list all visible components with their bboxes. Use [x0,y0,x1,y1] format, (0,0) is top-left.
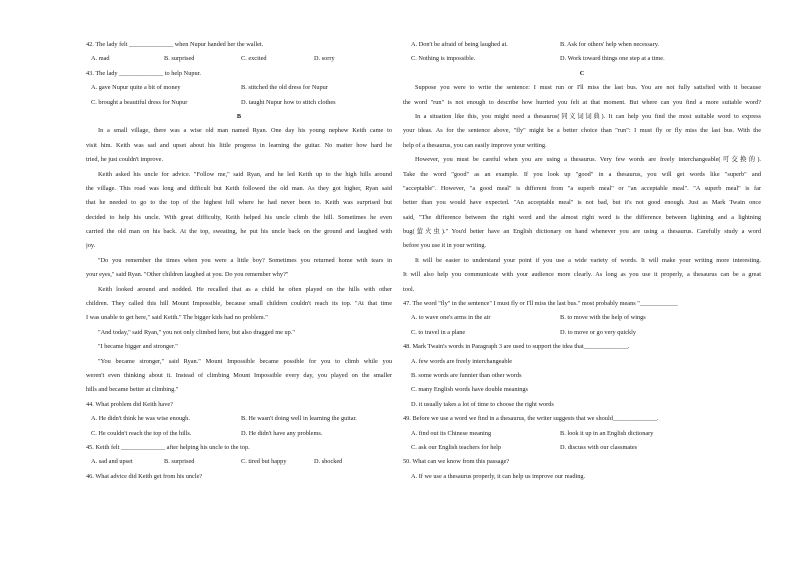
passage-line: that he needed to go to the top of the highest hill where he had never been to. Keith was surprised but [86,199,392,207]
option-b: B. look it up in an English dictionary [560,429,654,437]
question-42-options [86,52,392,66]
option-b: B. stitched the old dress for Nupur [241,84,328,92]
question-47-options-ab [403,311,761,325]
passage-line: weren't even thinking about it. Instead of climbing Mount Impossible every day, you played on the smaller [86,371,392,379]
option-a: A. gave Nupur quite a bit of money [91,84,181,92]
option-b: B. to move with the help of wings [560,314,646,322]
question-48: 48. Mark Twain's words in Paragraph 3 are used to support the idea that______________. [403,343,630,351]
question-42: 42. The lady felt ______________ when Nupur handed her the wallet. [86,41,264,48]
option-d: D. sorry [314,55,335,63]
passage-c [403,81,761,297]
passage-line: In a situation like this, you might need a thesaurus(同义词词典). It can help you find the most suitable word to express [415,112,761,120]
question-46: 46. What advice did Keith get from his uncle? [86,472,203,480]
passage-line: your eyes," said Ryan. "Other children laughed at you. Do you remember why?" [86,271,289,279]
option-b: B. surprised [164,55,195,63]
passage-line: visit him. Keith was sad and upset about his little progress in learning the guitar. No matter how hard he [86,141,392,149]
passage-line: the village. This road was long and difficult but Keith followed the old man. As they got higher, Ryan said [86,184,392,192]
option-c: C. tired but happy [241,458,287,466]
question-49: 49. Before we use a word we find in a thesaurus, the writer suggests that we should______________. [403,415,659,423]
question-43: 43. The lady ______________ to help Nupur. [86,69,201,77]
option-b: B. He wasn't doing well in learning the guitar. [241,415,357,423]
question-46-options-cd [403,52,761,66]
passage-b [86,124,392,397]
passage-line: In a small village, there was a wise old man named Ryan. One day his young nephew Keith came to [98,127,392,135]
option-c: C. He couldn't reach the top of the hills. [91,429,192,437]
right-column [403,38,761,484]
question-47-options-cd [403,326,761,340]
option-a: A. to wave one's arms in the air [411,314,491,322]
passage-line: said, "The difference between the right word and the almost right word is the difference between lightning and a lightning [403,213,761,221]
option-b: B. Ask for others' help when necessary. [560,41,660,48]
passage-line: hills and became better at climbing." [86,386,179,394]
passage-line: "You became stronger," said Ryan." Mount Impossible became possible for you to climb while you [98,357,392,365]
passage-line: Keith looked around and nodded. He recalled that as a child he often played on the hills with other [98,285,392,293]
passage-line: better than you would have expected. "An acceptable meal" is not bad, but it's not good enough. Just as Mark Twain once [403,199,761,207]
option-d: D. it usually takes a lot of time to choose the right words [411,400,554,408]
question-44: 44. What problem did Keith have? [86,400,173,408]
passage-line: However, you must be careful when you are using a thesaurus. Very few words are freely interchangeable(可交换的). [415,156,761,164]
passage-line: the word "run" is not enough to describe how hurried you felt at that moment. But where can you find a more suitable word? [403,98,761,106]
passage-line: tool. [403,285,415,293]
question-43-options-cd [86,96,392,110]
passage-line: help of a thesaurus, you can easily improve your writing. [403,141,547,149]
option-d: D. shocked [314,458,343,466]
option-d: D. He didn't have any problems. [241,429,323,437]
passage-line: It will be easier to understand your point if you use a wide variety of words. It will make your writing more interesting. [415,256,761,264]
passage-line: Take the word "good" as an example. If you look up "good" in a thesaurus, you will get words like "superb" and [403,170,761,178]
passage-line: carried the old man on his back. At the top, sweating, he put his uncle back on the ground and laughed with [86,228,392,236]
option-c: C. ask our English teachers for help [411,443,502,451]
section-heading-c: C [579,69,585,77]
option-c: C. many English words have double meanings [411,386,528,394]
option-a: A. Don't be afraid of being laughed at. [411,41,508,48]
option-a: A. If we use a thesaurus properly, it can help us improve our reading. [411,472,586,480]
passage-line: children. They called this hill Mount Impossible, because small children couldn't reach its top. "At that time [86,300,392,308]
passage-line: bug(萤火虫)." You'd better have an English dictionary on hand whenever you are using a thesaurus. Carefully study a word [403,228,761,236]
option-d: D. discuss with our classmates [560,443,638,451]
section-heading-b: B [236,112,242,120]
question-45: 45. Keith felt ______________ after helping his uncle to the top. [86,443,250,451]
question-49-options-ab [403,427,761,441]
passage-line: before you use it in your writing. [403,242,487,250]
passage-line: I was unable to get here," said Keith." The bigger kids had no problem." [86,314,268,322]
question-50: 50. What can we know from this passage? [403,458,510,466]
option-b: B. some words are funnier than other words [411,371,522,379]
passage-line: "And today," said Ryan," you not only climbed here, but also dragged me up." [98,328,295,336]
passage-line: joy. [86,242,96,250]
option-d: D. Work toward things one step at a time. [560,55,665,63]
passage-line: "acceptable". However, "a good meal" is different from "a superb meal" or "an acceptable meal". "A superb meal" is far [403,184,761,192]
option-c: C. excited [241,55,267,63]
left-column [86,38,392,484]
option-c: C. Nothing is impossible. [411,55,476,63]
passage-line: It will also help you communicate with your audience more clearly. As long as you use it properly, a thesaurus can be a great [403,271,761,279]
option-b: B. surprised [164,458,195,466]
passage-line: "Do you remember the times when you were a little boy? Sometimes you returned home with tears in [98,256,392,264]
question-47: 47. The word "fly" in the sentence" I must fly or I'll miss the last bus." most probably means "____________ [403,300,678,308]
passage-line: tried, he just couldn't improve. [86,156,164,164]
question-44-options-cd [86,427,392,441]
passage-line: "I became bigger and stronger." [98,343,178,351]
question-45-options [86,455,392,469]
option-c: C. brought a beautiful dress for Nupur [91,98,188,106]
question-46-options-ab [403,38,761,52]
option-a: A. find out its Chinese meaning [411,429,492,437]
option-a: A. few words are freely interchangeable [411,357,513,365]
option-d: D. taught Nupur how to stitch clothes [241,98,336,106]
question-44-options-ab [86,412,392,426]
option-a: A. sad and upset [91,458,133,466]
passage-line: Suppose you were to write the sentence: I must run or I'll miss the last bus. You are not fully satisfied with it because [415,84,761,92]
passage-line: your ideas. As for the sentence above, "fly" might be a better choice than "run": I must fly or fly miss the last bus. With the [403,127,761,135]
question-49-options-cd [403,441,761,455]
passage-line: Keith asked his uncle for advice. "Follow me," said Ryan, and he led Keith up to the high hills around [98,170,392,178]
option-a: A. He didn't think he was wise enough. [91,415,190,423]
passage-line: decided to help his uncle. With great difficulty, Keith helped his uncle climb the hill. Sometimes he even [86,213,392,221]
option-a: A. mad [91,55,110,63]
option-d: D. to move or go very quickly [560,328,637,336]
question-43-options-ab [86,81,392,95]
option-c: C. to travel in a plane [411,328,466,336]
